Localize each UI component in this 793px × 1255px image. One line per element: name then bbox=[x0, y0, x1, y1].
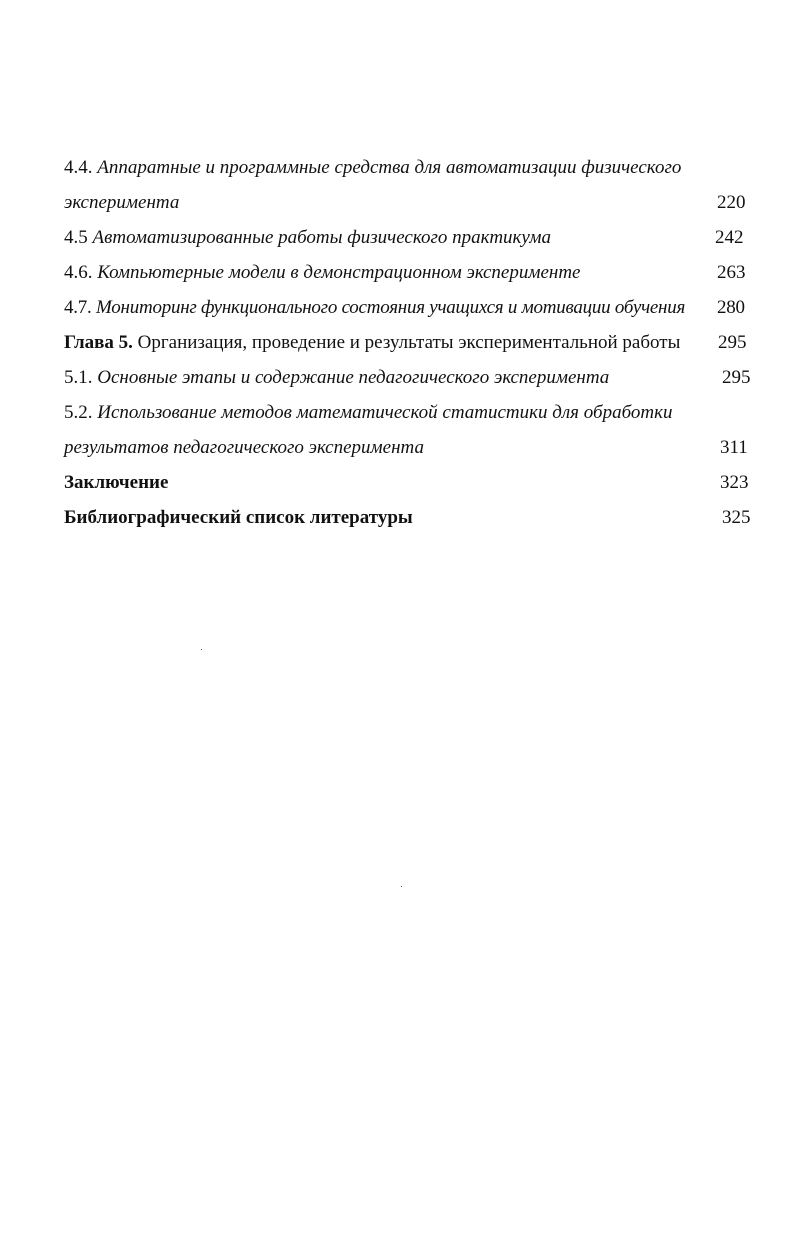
toc-entry-title-continued: результатов педагогического эксперимента bbox=[64, 437, 424, 458]
toc-entry-title: Организация, проведение и результаты экспериментальной работы bbox=[132, 332, 681, 353]
toc-page-number: 325 bbox=[722, 507, 751, 528]
toc-entry-number: 4.4. bbox=[64, 157, 98, 178]
toc-entry-4-6 bbox=[64, 255, 754, 290]
toc-entry-4-7 bbox=[64, 290, 754, 325]
scan-speck bbox=[201, 649, 202, 650]
toc-page-number: 295 bbox=[722, 367, 751, 388]
toc-entry-number: 5.2. bbox=[64, 402, 98, 423]
toc-entry-title: Основные этапы и содержание педагогического эксперимента bbox=[97, 367, 610, 388]
toc-page-number: 220 bbox=[717, 192, 746, 213]
toc-page-number: 280 bbox=[717, 297, 745, 318]
toc-page-number: 323 bbox=[720, 472, 749, 493]
toc-entry-5-2-line1 bbox=[64, 395, 754, 430]
toc-entry-conclusion bbox=[64, 465, 754, 500]
toc-entry-number: 4.6. bbox=[64, 262, 98, 283]
toc-entry-5-1 bbox=[64, 360, 754, 395]
toc-entry-4-4-line1 bbox=[64, 150, 754, 185]
toc-page-number: 311 bbox=[720, 437, 748, 458]
toc-entry-number: 5.1. bbox=[64, 367, 98, 388]
toc-page-number: 242 bbox=[715, 227, 744, 248]
scan-speck bbox=[401, 886, 402, 887]
toc-entry-title-continued: эксперимента bbox=[64, 192, 180, 213]
toc-entry-title: Компьютерные модели в демонстрационном эксперименте bbox=[97, 262, 581, 283]
toc-entry-4-4-line2 bbox=[64, 185, 754, 220]
toc-page-number: 263 bbox=[717, 262, 746, 283]
toc-entry-number: 4.5 bbox=[64, 227, 93, 248]
toc-entry-bibliography bbox=[64, 500, 754, 535]
toc-entry-5-2-line2 bbox=[64, 430, 754, 465]
table-of-contents bbox=[64, 150, 754, 535]
toc-entry-title: Использование методов математической статистики для обработки bbox=[97, 402, 673, 423]
toc-entry-title: Мониторинг функционального состояния учащихся и мотивации обучения bbox=[96, 297, 686, 318]
toc-entry-title: Библиографический список литературы bbox=[64, 507, 413, 528]
toc-entry-number: 4.7. bbox=[64, 297, 96, 318]
toc-entry-title: Заключение bbox=[64, 472, 169, 493]
toc-entry-title: Аппаратные и программные средства для автоматизации физического bbox=[97, 157, 682, 178]
toc-page-number: 295 bbox=[718, 332, 747, 353]
toc-entry-chapter-5 bbox=[64, 325, 754, 360]
toc-chapter-label: Глава 5. bbox=[64, 332, 133, 353]
toc-entry-title: Автоматизированные работы физического практикума bbox=[92, 227, 552, 248]
toc-entry-4-5 bbox=[64, 220, 754, 255]
